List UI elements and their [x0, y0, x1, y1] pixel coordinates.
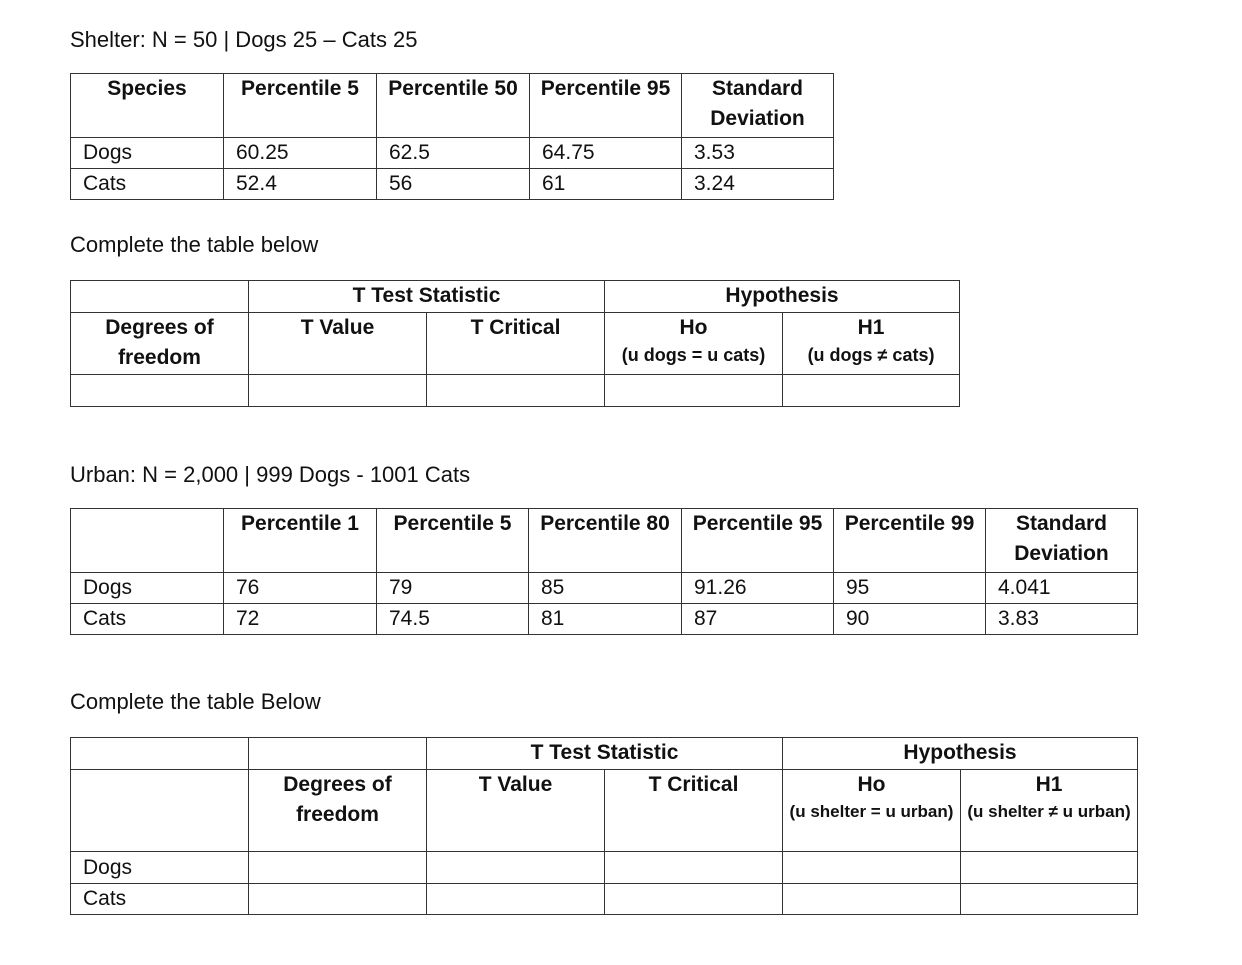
- header-p5: Percentile 5: [224, 74, 377, 138]
- header-ho: [783, 770, 961, 852]
- header-h1: [961, 770, 1138, 852]
- table-row: [71, 884, 1138, 915]
- answer-cell-h1[interactable]: [961, 884, 1138, 915]
- answer-cell-tcritical[interactable]: [605, 884, 783, 915]
- empty-cell: [71, 738, 249, 770]
- cell-p95: 87: [682, 604, 834, 635]
- answer-cell-tcritical[interactable]: [605, 852, 783, 884]
- table-row: [71, 604, 1138, 635]
- cell-p95: 61: [530, 169, 682, 200]
- ho-label: Ho: [857, 773, 886, 796]
- header-species: Species: [71, 74, 224, 138]
- shelter-heading: Shelter: N = 50 | Dogs 25 – Cats 25: [70, 27, 418, 52]
- cell-p50: 56: [377, 169, 530, 200]
- cell-p1: 72: [224, 604, 377, 635]
- answer-cell-tvalue[interactable]: [249, 375, 427, 407]
- answer-cell-ho[interactable]: [783, 884, 961, 915]
- answer-cell-dof[interactable]: [249, 884, 427, 915]
- answer-cell-tcritical[interactable]: [427, 375, 605, 407]
- table-row: [71, 852, 1138, 884]
- header-tvalue: T Value: [427, 770, 605, 852]
- urban-table: [70, 508, 1138, 635]
- cell-p50: 62.5: [377, 138, 530, 169]
- h1-label: H1: [1035, 773, 1063, 796]
- cell-p80: 85: [529, 573, 682, 604]
- ttest-table-shelter: [70, 280, 960, 407]
- empty-cell: [71, 770, 249, 852]
- cell-p5: 79: [377, 573, 529, 604]
- header-tcritical: T Critical: [605, 770, 783, 852]
- row-label: Dogs: [71, 573, 224, 604]
- answer-cell-tvalue[interactable]: [427, 884, 605, 915]
- cell-p99: 95: [834, 573, 986, 604]
- group-ttest: T Test Statistic: [427, 738, 783, 770]
- ho-label: Ho: [679, 316, 708, 339]
- group-hypothesis: Hypothesis: [783, 738, 1138, 770]
- answer-cell-ho[interactable]: [605, 375, 783, 407]
- answer-cell-ho[interactable]: [783, 852, 961, 884]
- header-sd: Standard Deviation: [682, 74, 834, 138]
- cell-sd: 3.83: [986, 604, 1138, 635]
- urban-heading: Urban: N = 2,000 | 999 Dogs - 1001 Cats: [70, 462, 471, 487]
- shelter-table: [70, 73, 834, 200]
- table-row: [71, 138, 834, 169]
- ttest-table-shelter-urban: [70, 737, 1138, 915]
- table-row: [71, 573, 1138, 604]
- cell-p1: 76: [224, 573, 377, 604]
- sub-header-row: [71, 313, 960, 375]
- answer-cell-dof[interactable]: [71, 375, 249, 407]
- empty-cell: [249, 738, 427, 770]
- header-p80: Percentile 80: [529, 509, 682, 573]
- row-label: Cats: [71, 884, 249, 915]
- ho-sub: (u dogs = u cats): [621, 345, 766, 365]
- h1-sub: (u dogs ≠ cats): [807, 345, 935, 365]
- urban-header-row: [71, 509, 1138, 573]
- header-tvalue: T Value: [249, 313, 427, 375]
- cell-p80: 81: [529, 604, 682, 635]
- answer-cell-tvalue[interactable]: [427, 852, 605, 884]
- header-p99: Percentile 99: [834, 509, 986, 573]
- header-h1: [783, 313, 960, 375]
- ho-sub: (u shelter = u urban): [789, 802, 954, 821]
- row-label: Dogs: [71, 852, 249, 884]
- cell-p95: 91.26: [682, 573, 834, 604]
- group-header-row: [71, 738, 1138, 770]
- empty-cell: [71, 281, 249, 313]
- row-label: Cats: [71, 604, 224, 635]
- header-dof: Degrees of freedom: [249, 770, 427, 852]
- cell-p5: 74.5: [377, 604, 529, 635]
- group-hypothesis: Hypothesis: [605, 281, 960, 313]
- row-label: Dogs: [71, 138, 224, 169]
- header-p95: Percentile 95: [682, 509, 834, 573]
- h1-sub: (u shelter ≠ u urban): [967, 802, 1131, 821]
- shelter-header-row: [71, 74, 834, 138]
- header-p5: Percentile 5: [377, 509, 529, 573]
- header-sd: Standard Deviation: [986, 509, 1138, 573]
- cell-p5: 52.4: [224, 169, 377, 200]
- table-row: [71, 169, 834, 200]
- cell-sd: 3.24: [682, 169, 834, 200]
- header-ho: [605, 313, 783, 375]
- cell-sd: 4.041: [986, 573, 1138, 604]
- group-ttest: T Test Statistic: [249, 281, 605, 313]
- header-tcritical: T Critical: [427, 313, 605, 375]
- answer-row: [71, 375, 960, 407]
- header-empty: [71, 509, 224, 573]
- header-p1: Percentile 1: [224, 509, 377, 573]
- group-header-row: [71, 281, 960, 313]
- cell-p5: 60.25: [224, 138, 377, 169]
- row-label: Cats: [71, 169, 224, 200]
- instruction-1: Complete the table below: [70, 232, 319, 257]
- cell-sd: 3.53: [682, 138, 834, 169]
- header-p50: Percentile 50: [377, 74, 530, 138]
- h1-label: H1: [857, 316, 885, 339]
- header-p95: Percentile 95: [530, 74, 682, 138]
- cell-p95: 64.75: [530, 138, 682, 169]
- instruction-2: Complete the table Below: [70, 689, 321, 714]
- answer-cell-h1[interactable]: [961, 852, 1138, 884]
- sub-header-row: [71, 770, 1138, 852]
- header-dof: Degrees of freedom: [71, 313, 249, 375]
- answer-cell-h1[interactable]: [783, 375, 960, 407]
- answer-cell-dof[interactable]: [249, 852, 427, 884]
- cell-p99: 90: [834, 604, 986, 635]
